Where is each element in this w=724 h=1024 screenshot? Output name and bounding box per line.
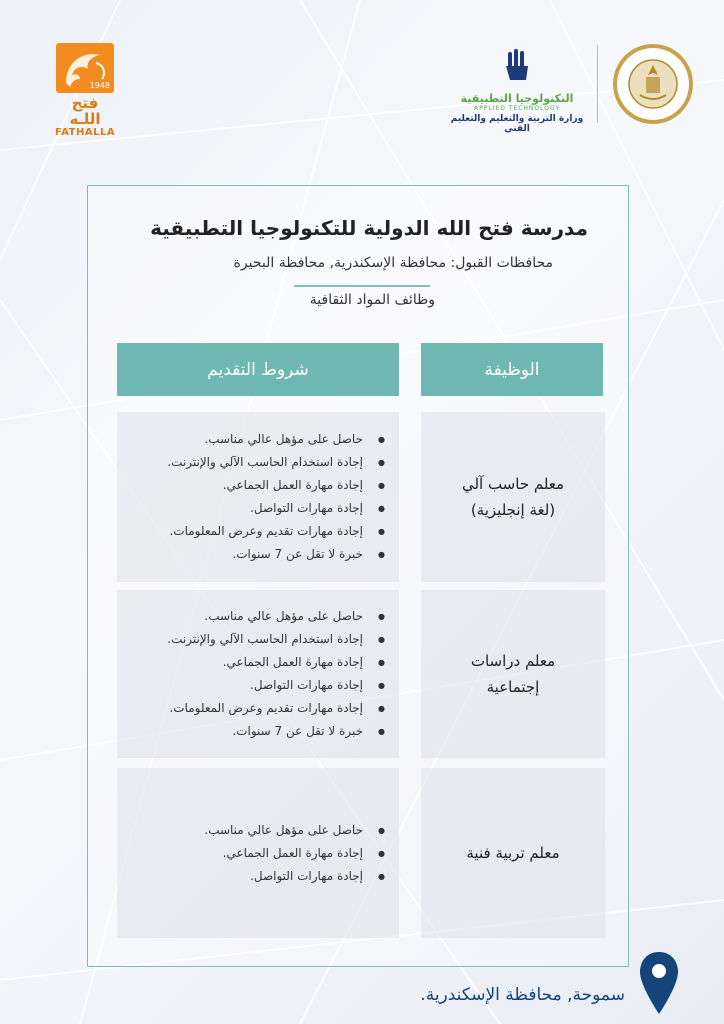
job-title: معلم حاسب آلي bbox=[461, 475, 565, 493]
ministry-name-ar: وزارة التربية والتعليم والتعليم الفني bbox=[450, 114, 584, 134]
list-item: ● إجادة مهارة العمل الجماعي. bbox=[133, 842, 363, 865]
list-item: ● إجادة مهارات التواصل. bbox=[133, 674, 363, 697]
requirements-cell-social-studies-teacher bbox=[117, 590, 399, 758]
requirements-cell-art-teacher bbox=[117, 768, 399, 938]
applied-technology-en: APPLIED TECHNOLOGY bbox=[473, 105, 560, 112]
fathalla-name-ar: فتح اللـه bbox=[69, 94, 101, 128]
list-item: ● خبرة لا تقل عن 7 سنوات. bbox=[133, 543, 363, 566]
list-item: ● حاصل على مؤهل عالي مناسب. bbox=[133, 428, 363, 451]
list-item: ● حاصل على مؤهل عالي مناسب. bbox=[133, 819, 363, 842]
page-title: مدرسة فتح الله الدولية للتكنولوجيا التطبيقية bbox=[150, 216, 588, 240]
hand-icon bbox=[502, 48, 532, 84]
jobs-panel bbox=[87, 185, 629, 967]
section-heading: وظائف المواد الثقافية bbox=[309, 292, 435, 308]
list-item: ● إجادة استخدام الحاسب الآلي والإنترنت. bbox=[133, 628, 363, 651]
column-header-requirements: شروط التقديم bbox=[117, 343, 399, 396]
title-separator bbox=[294, 285, 430, 287]
fathalla-mark-icon bbox=[56, 43, 114, 93]
fathalla-year: 1948 bbox=[89, 81, 110, 90]
list-item: ● إجادة مهارات تقديم وعرض المعلومات. bbox=[133, 520, 363, 543]
list-item: ● إجادة مهارات تقديم وعرض المعلومات. bbox=[133, 697, 363, 720]
applied-technology-logo bbox=[442, 48, 592, 134]
list-item: ● إجادة مهارات التواصل. bbox=[133, 865, 363, 888]
location-pin-icon bbox=[638, 950, 680, 1016]
requirements-list bbox=[133, 428, 383, 566]
applied-technology-ar: التكنولوجيا التطبيقية bbox=[460, 92, 574, 105]
requirements-list bbox=[133, 819, 383, 888]
job-subtitle: إجتماعية bbox=[486, 678, 540, 696]
list-item: ● حاصل على مؤهل عالي مناسب. bbox=[133, 605, 363, 628]
job-cell-social-studies-teacher bbox=[421, 590, 605, 758]
footer-location: سموحة, محافظة الإسكندرية. bbox=[420, 985, 625, 1005]
job-title: معلم دراسات bbox=[470, 652, 556, 670]
job-cell-computer-teacher bbox=[421, 412, 605, 582]
list-item: ● إجادة مهارة العمل الجماعي. bbox=[133, 651, 363, 674]
requirements-list bbox=[133, 605, 383, 743]
job-title: معلم تربية فنية bbox=[466, 844, 560, 862]
list-item: ● إجادة مهارات التواصل. bbox=[133, 497, 363, 520]
ministry-seal-icon bbox=[612, 43, 694, 125]
list-item: ● خبرة لا تقل عن 7 سنوات. bbox=[133, 720, 363, 743]
requirements-cell-computer-teacher bbox=[117, 412, 399, 582]
logo-divider bbox=[597, 45, 598, 123]
fathalla-logo bbox=[55, 43, 115, 138]
list-item: ● إجادة استخدام الحاسب الآلي والإنترنت. bbox=[133, 451, 363, 474]
column-header-job: الوظيفة bbox=[421, 343, 603, 396]
job-subtitle: (لغة إنجليزية) bbox=[470, 501, 556, 519]
list-item: ● إجادة مهارة العمل الجماعي. bbox=[133, 474, 363, 497]
admission-governorates: محافظات القبول: محافظة الإسكندرية, محافظة البحيرة bbox=[233, 255, 553, 271]
fathalla-name-en: FATHALLA bbox=[55, 127, 116, 138]
job-cell-art-teacher bbox=[421, 768, 605, 938]
